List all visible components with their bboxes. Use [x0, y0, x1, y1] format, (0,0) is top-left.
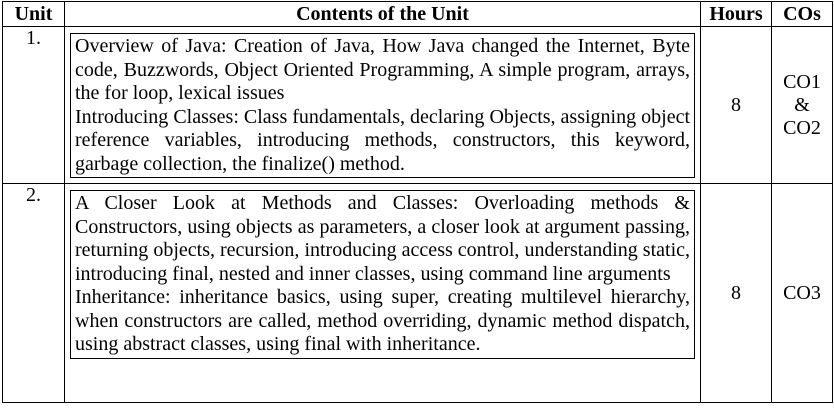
header-contents: Contents of the Unit: [65, 2, 701, 27]
header-cos: COs: [772, 2, 833, 27]
co-line: CO3: [783, 281, 821, 304]
table-row: [3, 27, 833, 184]
unit-number: 2.: [3, 184, 65, 403]
table-row: [3, 184, 833, 403]
unit-contents: [65, 27, 701, 184]
unit-contents: [65, 184, 701, 403]
unit-hours: 8: [701, 184, 772, 403]
header-unit: Unit: [3, 2, 65, 27]
syllabus-table: [2, 1, 833, 403]
co-line: &: [794, 93, 810, 116]
contents-paragraph: Inheritance: inheritance basics, using super, creating multilevel hierarchy, when constructors are called, method overriding, dynamic method dispatch, using abstract classes, using final with inheritance.: [75, 286, 690, 355]
unit-cos: [772, 184, 833, 403]
contents-paragraph: Introducing Classes: Class fundamentals, declaring Objects, assigning object reference variables, introducing methods, constructors, this keyword, garbage collection, the finalize() method.: [75, 105, 690, 175]
contents-paragraph: A Closer Look at Methods and Classes: Overloading methods & Constructors, using objects as parameters, a closer look at argument passing, returning objects, recursion, introducing access control, understanding static, introducing final, nested and inner classes, using command line arguments: [75, 192, 690, 285]
header-row: [3, 2, 833, 27]
unit-hours: 8: [701, 27, 772, 184]
co-line: CO1: [783, 70, 821, 93]
contents-paragraph: Overview of Java: Creation of Java, How Java changed the Internet, Byte code, Buzzwords, Object Oriented Programming, A simple program, arrays, the for loop, lexical issues: [75, 35, 690, 104]
unit-cos: [772, 27, 833, 184]
contents-box: [70, 190, 695, 359]
unit-number: 1.: [3, 27, 65, 184]
header-hours: Hours: [701, 2, 772, 27]
co-line: CO2: [783, 116, 821, 139]
contents-box: [70, 33, 695, 178]
